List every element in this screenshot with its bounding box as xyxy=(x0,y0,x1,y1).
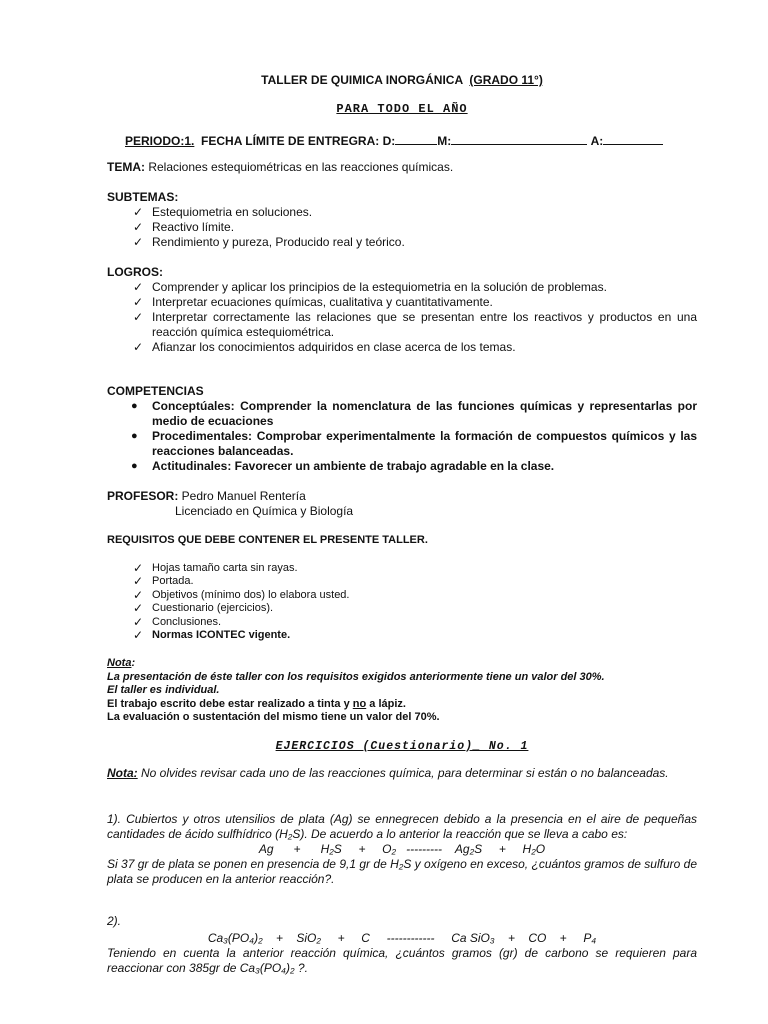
list-item-text: Normas ICONTEC vigente. xyxy=(152,629,291,641)
check-icon: ✓ xyxy=(132,205,144,219)
list-item-text: Actitudinales: Favorecer un ambiente de trabajo agradable en la clase. xyxy=(152,459,555,473)
list-item xyxy=(107,205,697,220)
list-item xyxy=(107,220,697,235)
list-item-text: Estequiometria en soluciones. xyxy=(152,205,313,219)
list-item-text: Cuestionario (ejercicios). xyxy=(152,602,274,614)
list-item-text: Comprender y aplicar los principios de la estequiometria en la solución de problemas. xyxy=(152,280,607,294)
list-item xyxy=(107,310,697,340)
list-item-text: Portada. xyxy=(152,575,194,587)
logros-list xyxy=(107,280,697,355)
nota2-label: Nota: xyxy=(107,766,138,780)
list-item-text: Conclusiones. xyxy=(152,615,222,628)
ejercicios-title-text: EJERCICIOS (Cuestionario)_ No. 1 xyxy=(275,740,529,753)
competencias-label: COMPETENCIAS xyxy=(107,384,204,398)
profesor-section xyxy=(107,489,697,519)
list-item xyxy=(107,562,697,576)
list-item-text: Reactivo límite. xyxy=(152,220,235,234)
check-icon: ✓ xyxy=(132,340,144,354)
check-icon: ✓ xyxy=(132,220,144,234)
list-item xyxy=(107,575,697,589)
list-item-text: Conceptúales: Comprender la nomenclatura de las funciones químicas y representarlas por medio de ecuaciones xyxy=(152,399,697,428)
list-item xyxy=(107,459,697,474)
requisitos-section xyxy=(107,534,697,643)
profesor-label: PROFESOR: xyxy=(107,489,179,503)
bullet-icon: ● xyxy=(131,460,138,472)
list-item-text: Hojas tamaño carta sin rayas. xyxy=(152,561,298,574)
check-icon: ✓ xyxy=(132,628,144,642)
a-blank xyxy=(603,132,663,145)
a-label: A: xyxy=(590,134,604,148)
list-item-text: Interpretar correctamente las relaciones que se presentan entre los reactivos y productos en una reacción química estequiométrica. xyxy=(152,310,697,339)
profesor-name: Pedro Manuel Rentería xyxy=(178,489,306,503)
nota-label: Nota xyxy=(107,657,132,669)
logros-section xyxy=(107,265,697,355)
competencias-list xyxy=(107,399,697,474)
bullet-icon: ● xyxy=(131,400,138,412)
nota-line-2: El taller es individual. xyxy=(107,684,220,696)
document-subtitle xyxy=(107,101,697,117)
list-item-text: Interpretar ecuaciones químicas, cualitativa y cuantitativamente. xyxy=(152,295,493,309)
tema-label: TEMA: xyxy=(107,160,145,174)
periodo-line xyxy=(125,132,715,149)
exercise-2 xyxy=(107,914,697,976)
exercise-1-number: 1). xyxy=(107,812,122,826)
profesor-degree: Licenciado en Química y Biología xyxy=(175,504,354,518)
exercise-1-equation: Ag + H₂S + O₂ --------- Ag₂S + H₂O xyxy=(258,842,546,856)
m-blank xyxy=(451,132,587,145)
list-item xyxy=(107,429,697,459)
check-icon: ✓ xyxy=(132,295,144,309)
nota-line-4: La evaluación o sustentación del mismo tiene un valor del 70%. xyxy=(107,711,440,723)
check-icon: ✓ xyxy=(132,601,144,615)
nota2-section xyxy=(107,766,697,781)
list-item xyxy=(107,295,697,310)
list-item xyxy=(107,602,697,616)
list-item xyxy=(107,340,697,355)
profesor-line xyxy=(107,489,697,504)
exercise-2-number: 2). xyxy=(107,914,122,928)
logros-label: LOGROS: xyxy=(107,265,163,279)
list-item-text: Afianzar los conocimientos adquiridos en clase acerca de los temas. xyxy=(152,340,516,354)
requisitos-label: REQUISITOS QUE DEBE CONTENER EL PRESENTE TALLER. xyxy=(107,534,428,546)
bullet-icon: ● xyxy=(131,430,138,442)
nota-section xyxy=(107,657,697,725)
requisitos-list xyxy=(107,562,697,643)
subtemas-list xyxy=(107,205,697,250)
nota-label-line xyxy=(107,657,697,671)
exercise-1 xyxy=(107,812,697,887)
fecha-label: FECHA LÍMITE DE ENTREGRA: xyxy=(201,134,380,148)
nota-line-3a: El trabajo escrito debe estar realizado a tinta y xyxy=(107,697,353,710)
nota2-text: No olvides revisar cada uno de las reacciones química, para determinar si están o no balanceadas. xyxy=(137,766,669,780)
exercise-1-statement: Cubiertos y otros utensilios de plata (Ag) se ennegrecen debido a la presencia en el aire de pequeñas cantidades de ácido sulfhídrico (H₂S). De acuerdo a lo anterior la reacción que se lleva a cabo es: xyxy=(107,812,697,841)
check-icon: ✓ xyxy=(132,614,144,629)
exercise-2-equation: Ca₃(PO₄)₂ + SiO₂ + C ------------ Ca SiO₃ + CO + P₄ xyxy=(207,931,597,945)
subtemas-section xyxy=(107,190,697,250)
exercise-1-text xyxy=(107,812,697,842)
list-item xyxy=(107,235,697,250)
nota-line-3 xyxy=(107,698,697,712)
title-text: TALLER DE QUIMICA INORGÁNICA xyxy=(261,73,463,87)
nota-colon: : xyxy=(131,657,136,669)
list-item xyxy=(107,616,697,630)
list-item xyxy=(107,629,697,643)
subtemas-label: SUBTEMAS: xyxy=(107,190,179,204)
check-icon: ✓ xyxy=(132,560,144,575)
check-icon: ✓ xyxy=(132,235,144,249)
list-item-text: Rendimiento y pureza, Producido real y teórico. xyxy=(152,235,405,249)
d-blank xyxy=(395,132,437,145)
list-item xyxy=(107,589,697,603)
grade-text: (GRADO 11°) xyxy=(469,73,543,87)
nota-line-3-no: no xyxy=(352,697,367,710)
periodo-label: PERIODO:1. xyxy=(125,134,195,148)
list-item xyxy=(107,280,697,295)
subtitle-text: PARA TODO EL AÑO xyxy=(336,102,468,116)
ejercicios-title xyxy=(107,738,697,754)
document-title xyxy=(107,73,697,88)
d-label: D: xyxy=(382,134,396,148)
nota-line-3b: a lápiz. xyxy=(366,697,406,710)
tema-text: Relaciones estequiométricas en las reacciones químicas. xyxy=(145,160,454,174)
list-item xyxy=(107,399,697,429)
exercise-1-question: Si 37 gr de plata se ponen en presencia de 9,1 gr de H₂S y oxígeno en exceso, ¿cuántos gramos de sulfuro de plata se producen en la anterior reacción?. xyxy=(107,857,697,886)
exercise-2-question: Teniendo en cuenta la anterior reacción química, ¿cuántos gramos (gr) de carbono se requieren para reaccionar con 385gr de Ca₃(PO₄)₂ ?. xyxy=(107,946,697,975)
nota-line-1: La presentación de éste taller con los requisitos exigidos anteriormente tiene un valor del 30%. xyxy=(107,670,605,683)
check-icon: ✓ xyxy=(132,310,144,324)
check-icon: ✓ xyxy=(132,587,144,602)
check-icon: ✓ xyxy=(132,574,144,588)
check-icon: ✓ xyxy=(132,280,144,294)
competencias-section xyxy=(107,384,697,474)
list-item-text: Procedimentales: Comprobar experimentalmente la formación de compuestos químicos y las reacciones balanceadas. xyxy=(152,429,697,458)
tema-line xyxy=(107,160,697,175)
m-label: M: xyxy=(437,134,452,148)
list-item-text: Objetivos (mínimo dos) lo elabora usted. xyxy=(152,588,350,601)
